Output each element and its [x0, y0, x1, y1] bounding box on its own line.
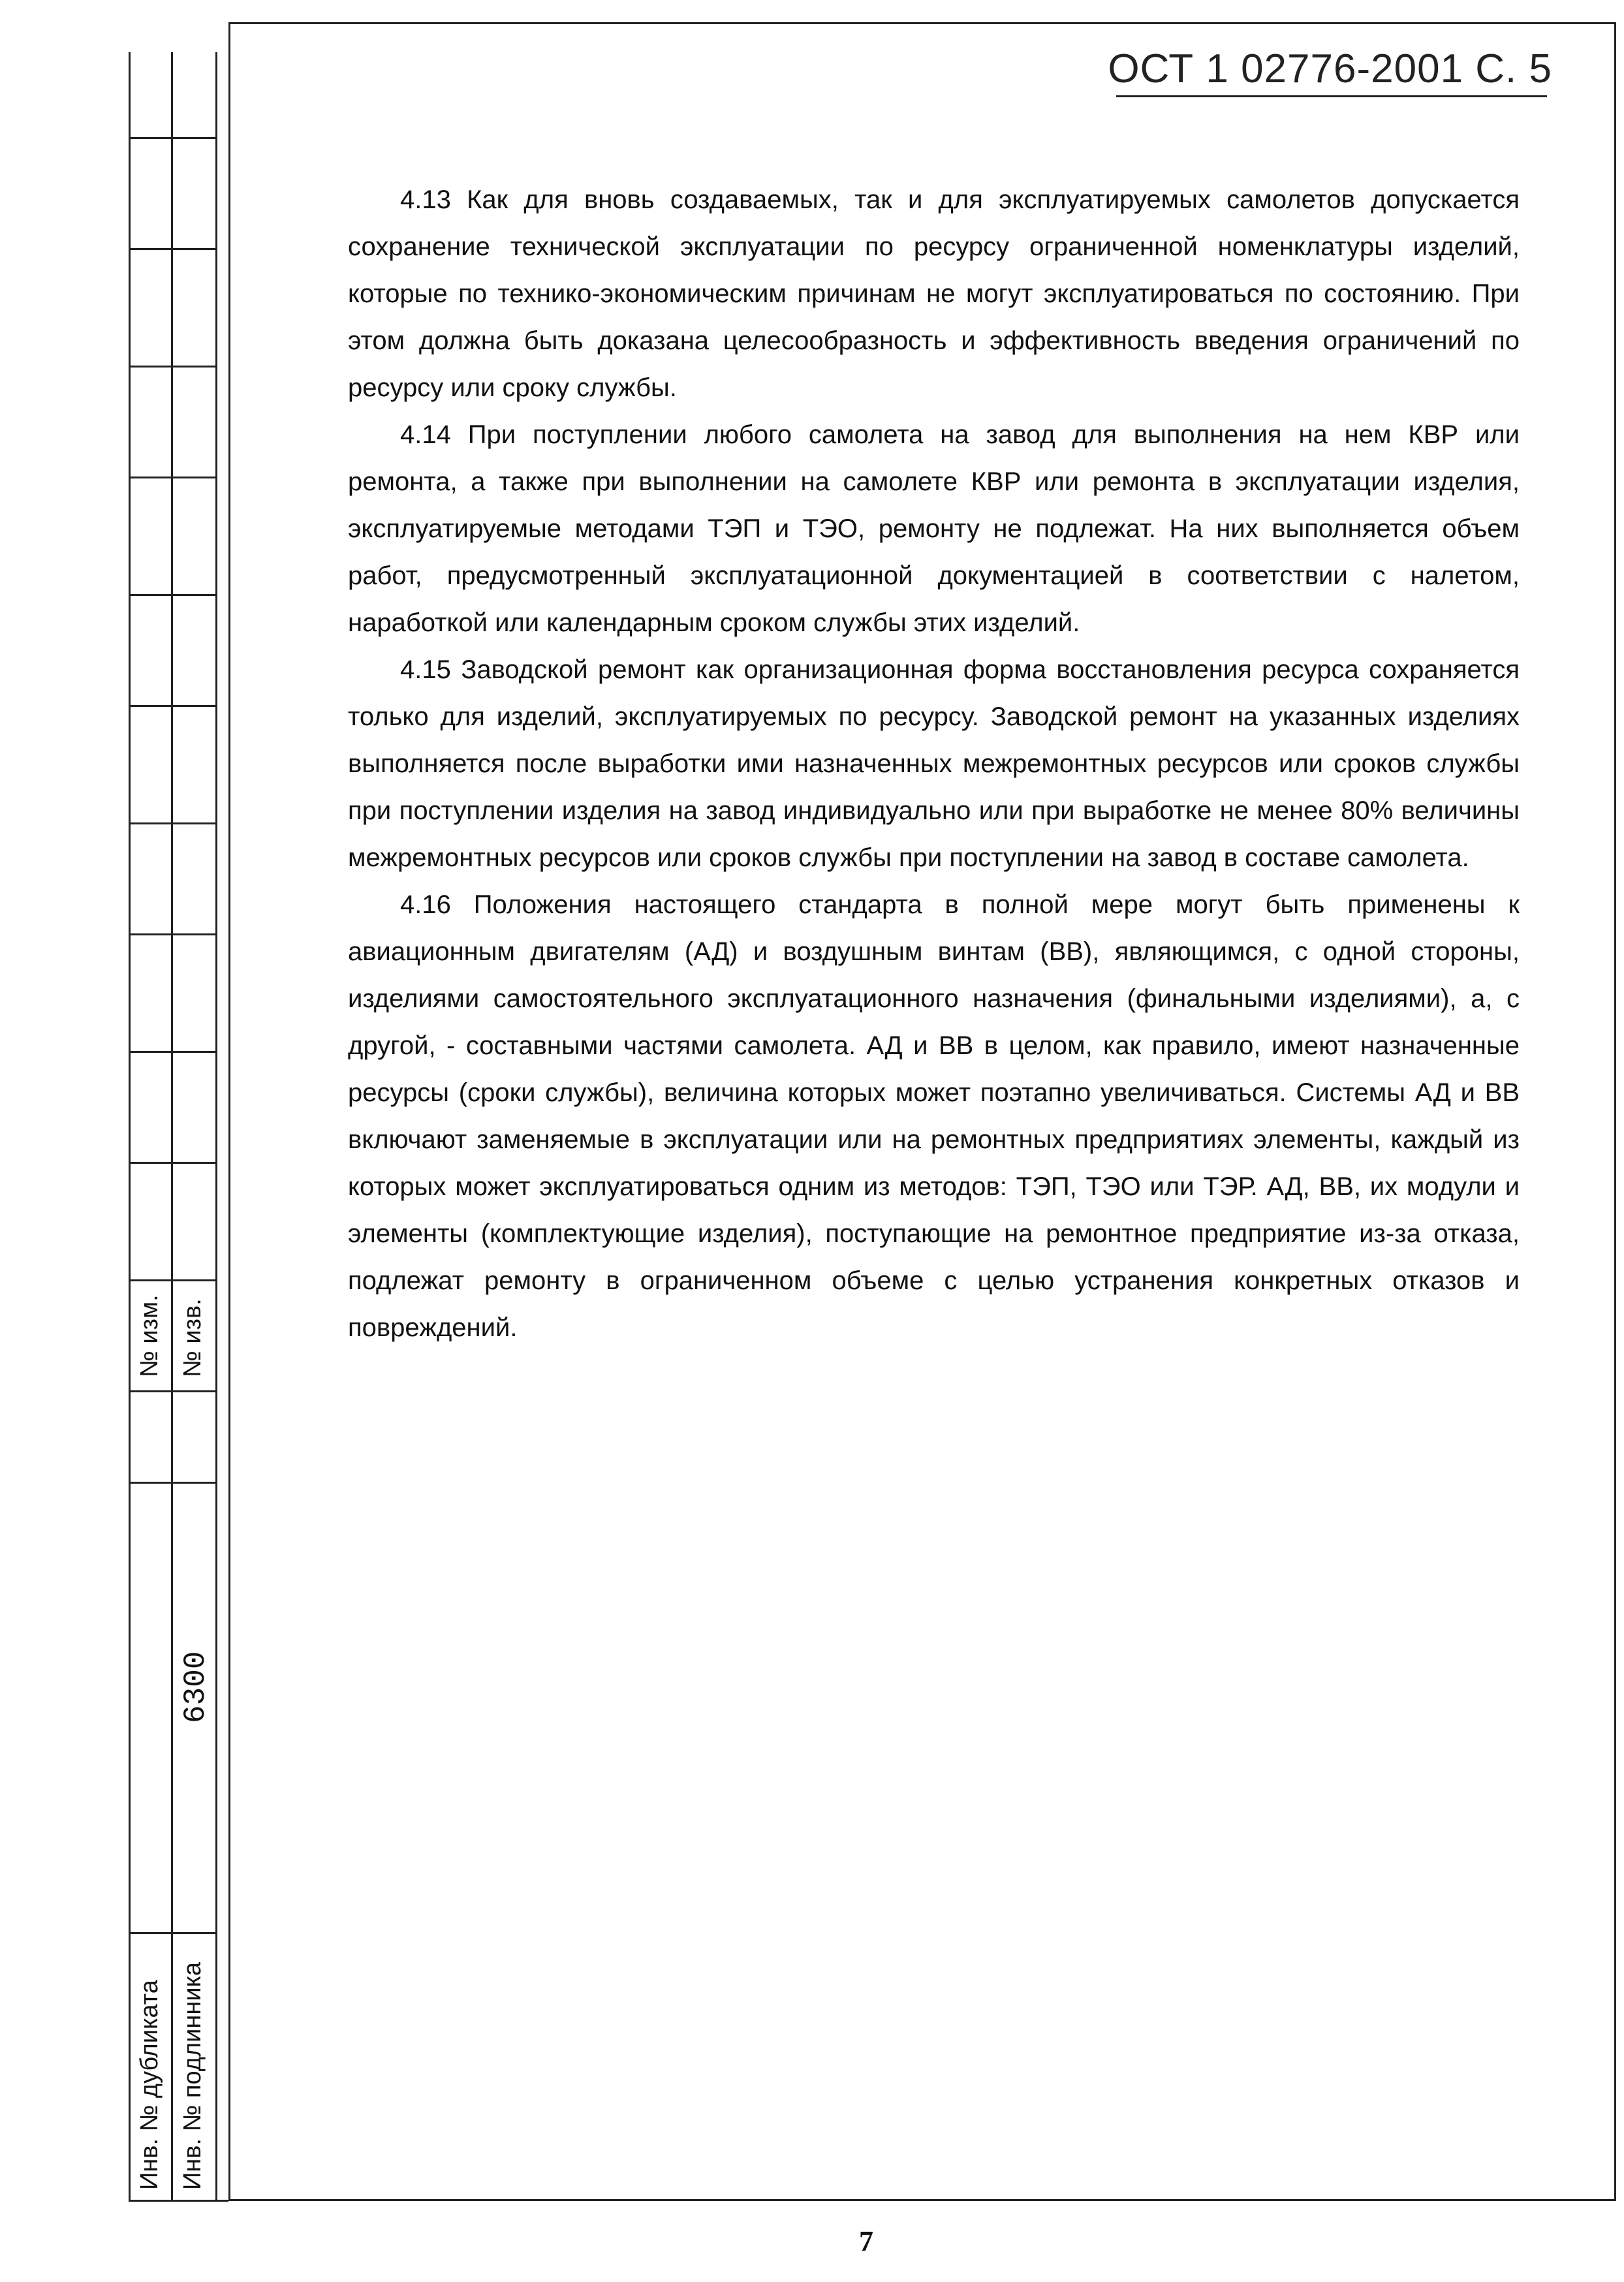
paragraph-4-13: 4.13 Как для вновь создаваемых, так и для эксплуатируемых самолетов допускается сохранение технической эксплуатации по ресурсу ограниченной номенклатуры изделий, которые по технико-экономическим причинам не могут эксплуатироваться по состоянию. При этом должна быть доказана целесообразность и эффективность введения ограничений по ресурсу или сроку службы. [348, 185, 1520, 402]
stamp-izm-label: № изм. [136, 1294, 163, 1377]
stamp-orig-value: 6300 [179, 1651, 213, 1723]
stamp-row-line [129, 1482, 215, 1484]
stamp-row-line [129, 366, 215, 367]
page-number: 7 [859, 2225, 873, 2257]
paragraph-4-15: 4.15 Заводской ремонт как организационная форма восстановления ресурса сохраняется только для изделий, эксплуатируемых по ресурсу. Заводской ремонт на указанных изделиях выполняется после выработки ими назначенных межремонтных ресурсов или сроков службы при поступлении изделия на завод индивидуально или при выработке не менее 80% величины межремонтных ресурсов или сроков службы при поступлении на завод в составе самолета. [348, 655, 1520, 872]
stamp-row-line [129, 933, 215, 935]
stamp-row-line [129, 1162, 215, 1164]
header-underline [1116, 95, 1547, 97]
stamp-row-line [129, 137, 215, 139]
stamp-dup-label: Инв. № дубликата [136, 1980, 163, 2190]
stamp-bottom-line [129, 2200, 228, 2202]
stamp-row-line [129, 594, 215, 596]
paragraph-4-14: 4.14 При поступлении любого самолета на завод для выполнения на нем КВР или ремонта, а также при выполнении на самолете КВР или ремонта в эксплуатации изделия, эксплуатируемые методами ТЭП и ТЭО, ремонту не подлежат. На них выполняется объем работ, предусмотренный эксплуатационной документацией в соответствии с налетом, наработкой или календарным сроком службы этих изделий. [348, 420, 1520, 637]
frame-left-border [228, 22, 230, 2201]
stamp-row-line [129, 1279, 215, 1281]
stamp-row-line [129, 1051, 215, 1053]
stamp-row-line [129, 1932, 215, 1934]
stamp-row-line [129, 705, 215, 707]
stamp-line-inner [215, 52, 217, 2200]
stamp-row-line [129, 477, 215, 478]
stamp-orig-label: Инв. № подлинника [179, 1962, 206, 2190]
document-body [348, 176, 1520, 1351]
stamp-row-line [129, 822, 215, 824]
stamp-line-middle [171, 52, 173, 2200]
document-code: ОСТ 1 02776-2001 С. 5 [1108, 46, 1552, 91]
paragraph-4-16: 4.16 Положения настоящего стандарта в полной мере могут быть применены к авиационным двигателям (АД) и воздушным винтам (ВВ), являющимся, с одной стороны, изделиями самостоятельного эксплуатационного назначения (финальными изделиями), а, с другой, - составными частями самолета. АД и ВВ в целом, как правило, имеют назначенные ресурсы (сроки службы), величина которых может поэтапно увеличиваться. Системы АД и ВВ включают заменяемые в эксплуатации или на ремонтных предприятиях элементы, каждый из которых может эксплуатироваться одним из методов: ТЭП, ТЭО или ТЭР. АД, ВВ, их модули и элементы (комплектующие изделия), поступающие на ремонтное предприятие из-за отказа, подлежат ремонту в ограниченном объеме с целью устранения конкретных отказов и повреждений. [348, 890, 1520, 1342]
stamp-izv-label: № изв. [179, 1298, 206, 1377]
stamp-row-line [129, 248, 215, 250]
stamp-line-outer [129, 52, 131, 2200]
stamp-row-line [129, 1390, 215, 1392]
